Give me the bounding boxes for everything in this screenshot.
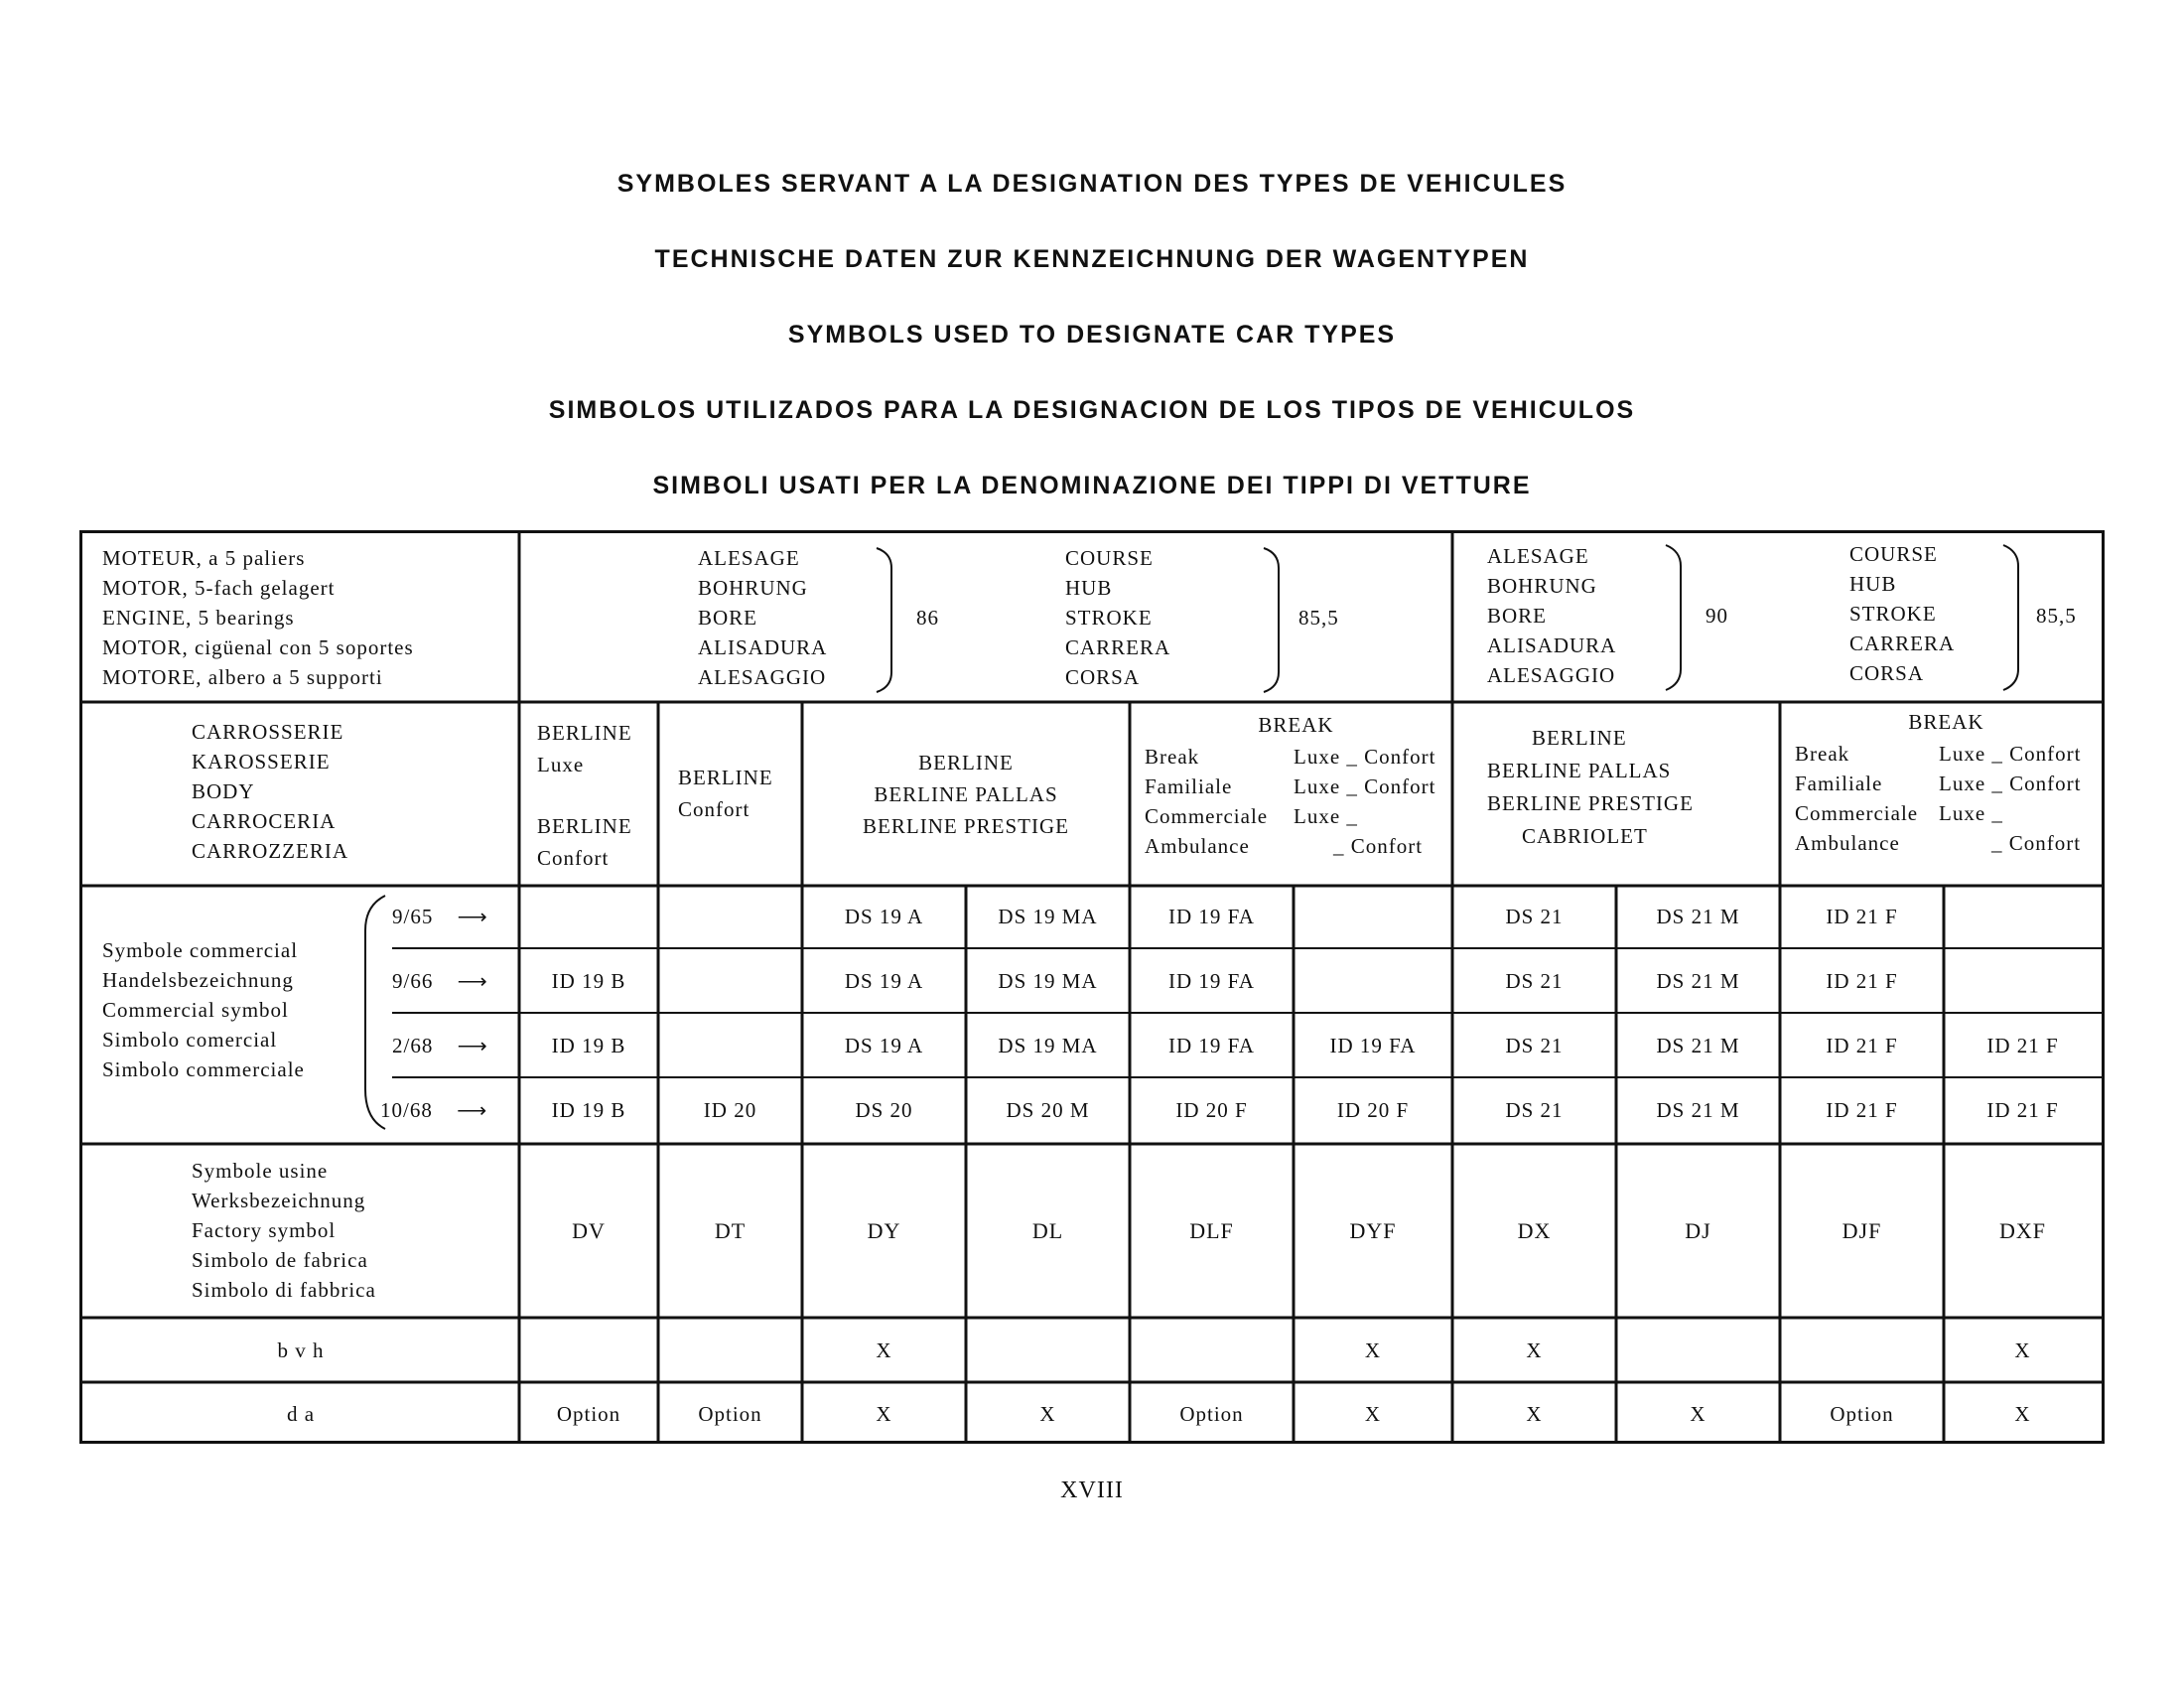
commercial-cell: DS 21 — [1505, 1098, 1564, 1122]
break-kind: Commerciale — [1795, 801, 1919, 825]
commercial-cell: DS 19 A — [844, 969, 924, 993]
body-type: BERLINE PRESTIGE — [1487, 791, 1694, 815]
bore-term: BORE — [1487, 604, 1548, 628]
body-type: BERLINE PRESTIGE — [863, 814, 1069, 838]
bore-value-2: 90 — [1706, 604, 1728, 628]
arrow-icon: ⟶ — [457, 1098, 488, 1122]
date-label: 2/68 — [392, 1034, 434, 1057]
break-title: BREAK — [1258, 713, 1334, 737]
commercial-cell: ID 19 FA — [1168, 1034, 1255, 1057]
commercial-cell: ID 20 F — [1336, 1098, 1410, 1122]
body-type: BERLINE PALLAS — [874, 782, 1058, 806]
body-label-en: BODY — [192, 779, 255, 803]
body-label-it: CARROZZERIA — [192, 839, 348, 863]
stroke-term: HUB — [1849, 572, 1897, 596]
commercial-cell: DS 20 — [855, 1098, 913, 1122]
factory-label-fr: Symbole usine — [192, 1159, 329, 1183]
stroke-value-1: 85,5 — [1298, 606, 1339, 630]
engine-label-fr: MOTEUR, a 5 paliers — [102, 546, 306, 570]
title-block — [0, 169, 2184, 546]
body-col-2 — [678, 762, 773, 825]
commercial-cell: DS 19 MA — [998, 905, 1098, 928]
designation-table — [79, 530, 2105, 1444]
break-trim: Luxe _ Confort — [1939, 742, 2082, 766]
da-cell: X — [2014, 1402, 2031, 1426]
commercial-cell: ID 21 F — [1826, 969, 1898, 993]
factory-label-de: Werksbezeichnung — [192, 1189, 366, 1212]
body-col-5 — [1487, 722, 1694, 853]
stroke-value-2: 85,5 — [2036, 604, 2077, 628]
stroke-term: COURSE — [1849, 542, 1938, 566]
commercial-cell: DS 21 M — [1656, 969, 1740, 993]
stroke-term: HUB — [1065, 576, 1113, 600]
body-type: BERLINE — [678, 766, 773, 789]
factory-cell: DJ — [1685, 1218, 1711, 1243]
commercial-cell: ID 21 F — [1986, 1034, 2059, 1057]
commercial-cell: DS 19 MA — [998, 969, 1098, 993]
stroke-term: CARRERA — [1849, 632, 1956, 655]
factory-cell: DYF — [1349, 1218, 1397, 1243]
da-cell: X — [876, 1402, 892, 1426]
break-trim: Luxe _ — [1294, 804, 1358, 828]
commercial-cell: ID 21 F — [1826, 1034, 1898, 1057]
break-title: BREAK — [1908, 710, 1984, 734]
commercial-cell: ID 19 FA — [1168, 905, 1255, 928]
commercial-cell: DS 19 MA — [998, 1034, 1098, 1057]
bore-term: ALESAGE — [1487, 544, 1589, 568]
page-number: XVIII — [1060, 1477, 1124, 1503]
date-row-1 — [392, 902, 488, 931]
commercial-cell: ID 21 F — [1826, 1098, 1898, 1122]
commercial-cell: DS 21 M — [1656, 905, 1740, 928]
commercial-label-fr: Symbole commercial — [102, 938, 299, 962]
engine-label-de: MOTOR, 5-fach gelagert — [102, 576, 336, 600]
factory-cell: DT — [714, 1218, 747, 1243]
stroke-term: CORSA — [1065, 665, 1141, 689]
da-cell: X — [1690, 1402, 1706, 1426]
factory-cell: DV — [572, 1218, 606, 1243]
body-col-6 — [1795, 707, 2098, 858]
commercial-cell: DS 21 — [1505, 905, 1564, 928]
break-trim: _ Confort — [1333, 834, 1424, 858]
factory-cell: DY — [867, 1218, 901, 1243]
body-trim: Luxe — [537, 753, 585, 776]
body-label-es: CARROCERIA — [192, 809, 337, 833]
stroke-term: CARRERA — [1065, 635, 1171, 659]
bvh-label: b v h — [277, 1338, 325, 1362]
commercial-cell: DS 19 A — [844, 1034, 924, 1057]
body-type: BERLINE — [1532, 726, 1627, 750]
body-type: BERLINE — [537, 814, 632, 838]
da-cell: X — [1039, 1402, 1056, 1426]
bvh-cell: X — [1526, 1338, 1543, 1362]
break-kind: Ambulance — [1145, 834, 1250, 858]
title-en: SYMBOLS USED TO DESIGNATE CAR TYPES — [787, 321, 1397, 349]
stroke-terms-2 — [1849, 539, 1955, 688]
bore-terms-2 — [1487, 541, 1616, 690]
stroke-term: STROKE — [1849, 602, 1937, 626]
engine-label-es: MOTOR, cigüenal con 5 soportes — [102, 635, 414, 659]
commercial-cell: DS 21 M — [1656, 1034, 1740, 1057]
break-trim: Luxe _ Confort — [1939, 772, 2082, 795]
bore-terms-1 — [698, 543, 827, 692]
bore-term: ALESAGE — [698, 546, 800, 570]
body-col-4 — [1145, 710, 1447, 861]
bore-term: ALESAGGIO — [698, 665, 827, 689]
title-fr: SYMBOLES SERVANT A LA DESIGNATION DES TYPES DE VEHICULES — [616, 170, 1568, 198]
factory-cell: DLF — [1189, 1218, 1234, 1243]
commercial-label-es: Simbolo comercial — [102, 1028, 278, 1052]
commercial-cell: ID 19 FA — [1168, 969, 1255, 993]
engine-label-it: MOTORE, albero a 5 supporti — [102, 665, 383, 689]
body-type: BERLINE PALLAS — [1487, 759, 1672, 782]
commercial-cell: ID 19 B — [551, 969, 626, 993]
commercial-label — [102, 935, 305, 1084]
arrow-icon: ⟶ — [457, 905, 488, 928]
body-label-de: KAROSSERIE — [192, 750, 331, 774]
commercial-cell: DS 21 M — [1656, 1098, 1740, 1122]
bore-term: ALISADURA — [1487, 633, 1617, 657]
da-cell: X — [1526, 1402, 1543, 1426]
date-label: 9/66 — [392, 969, 434, 993]
commercial-label-de: Handelsbezeichnung — [102, 968, 294, 992]
body-label — [192, 717, 348, 866]
date-row-2 — [392, 966, 488, 996]
factory-cell: DXF — [1998, 1218, 2046, 1243]
body-type: BERLINE — [537, 721, 632, 745]
commercial-cell: DS 21 — [1505, 1034, 1564, 1057]
date-label: 10/68 — [380, 1098, 433, 1122]
break-kind: Break — [1795, 742, 1850, 766]
break-kind: Familiale — [1795, 772, 1883, 795]
body-col-3 — [802, 747, 1130, 842]
da-cell: Option — [698, 1402, 762, 1426]
bvh-cell: X — [2014, 1338, 2031, 1362]
bore-term: ALESAGGIO — [1487, 663, 1616, 687]
arrow-icon: ⟶ — [457, 969, 488, 993]
factory-cell: DX — [1517, 1218, 1552, 1243]
bore-term: BOHRUNG — [1487, 574, 1597, 598]
stroke-term: COURSE — [1065, 546, 1154, 570]
break-trim: Luxe _ Confort — [1294, 774, 1436, 798]
commercial-cell: ID 21 F — [1986, 1098, 2059, 1122]
date-label: 9/65 — [392, 905, 434, 928]
bore-value-1: 86 — [916, 606, 939, 630]
factory-label — [192, 1157, 376, 1306]
break-kind: Break — [1145, 745, 1200, 769]
commercial-cell: ID 19 B — [551, 1098, 626, 1122]
factory-cell: DJF — [1842, 1218, 1882, 1243]
break-trim: Luxe _ — [1939, 801, 2003, 825]
arrow-icon: ⟶ — [457, 1034, 488, 1057]
commercial-cell: DS 19 A — [844, 905, 924, 928]
factory-cell: DL — [1031, 1218, 1064, 1243]
commercial-cell: ID 19 B — [551, 1034, 626, 1057]
title-es: SIMBOLOS UTILIZADOS PARA LA DESIGNACION DE LOS TIPOS DE VEHICULOS — [548, 396, 1636, 424]
break-kind: Familiale — [1145, 774, 1233, 798]
body-label-fr: CARROSSERIE — [192, 720, 344, 744]
body-trim: Confort — [678, 797, 751, 821]
title-de: TECHNISCHE DATEN ZUR KENNZEICHNUNG DER WAGENTYPEN — [654, 245, 1530, 273]
commercial-label-it: Simbolo commerciale — [102, 1057, 305, 1081]
engine-label-en: ENGINE, 5 bearings — [102, 606, 295, 630]
bvh-cell: X — [876, 1338, 892, 1362]
engine-label — [102, 543, 414, 692]
da-cell: Option — [1830, 1402, 1894, 1426]
da-cell: X — [1364, 1402, 1382, 1426]
commercial-cell: DS 21 — [1505, 969, 1564, 993]
da-cell: Option — [556, 1402, 621, 1426]
body-type: CABRIOLET — [1522, 824, 1648, 848]
break-kind: Commerciale — [1145, 804, 1269, 828]
break-kind: Ambulance — [1795, 831, 1900, 855]
commercial-cell: ID 20 F — [1175, 1098, 1248, 1122]
body-col-1 — [537, 717, 632, 874]
bvh-cell: X — [1364, 1338, 1382, 1362]
commercial-cell: DS 20 M — [1006, 1098, 1090, 1122]
factory-label-it: Simbolo di fabbrica — [192, 1278, 376, 1302]
body-type: BERLINE — [918, 751, 1014, 774]
stroke-term: STROKE — [1065, 606, 1153, 630]
da-cell: Option — [1179, 1402, 1244, 1426]
bore-term: ALISADURA — [698, 635, 828, 659]
commercial-cell: ID 19 FA — [1329, 1034, 1417, 1057]
body-trim: Confort — [537, 846, 610, 870]
commercial-label-en: Commercial symbol — [102, 998, 289, 1022]
commercial-cell: ID 20 — [703, 1098, 757, 1122]
bore-term: BORE — [698, 606, 758, 630]
commercial-cell: ID 21 F — [1826, 905, 1898, 928]
break-trim: Luxe _ Confort — [1294, 745, 1436, 769]
stroke-term: CORSA — [1849, 661, 1925, 685]
stroke-terms-1 — [1065, 543, 1170, 692]
factory-label-es: Simbolo de fabrica — [192, 1248, 368, 1272]
factory-label-en: Factory symbol — [192, 1218, 337, 1242]
bore-term: BOHRUNG — [698, 576, 808, 600]
break-trim: _ Confort — [1991, 831, 2082, 855]
da-label: d a — [286, 1402, 316, 1426]
date-row-4 — [380, 1095, 487, 1125]
date-row-3 — [392, 1031, 488, 1060]
title-it: SIMBOLI USATI PER LA DENOMINAZIONE DEI TIPPI DI VETTURE — [652, 472, 1532, 499]
